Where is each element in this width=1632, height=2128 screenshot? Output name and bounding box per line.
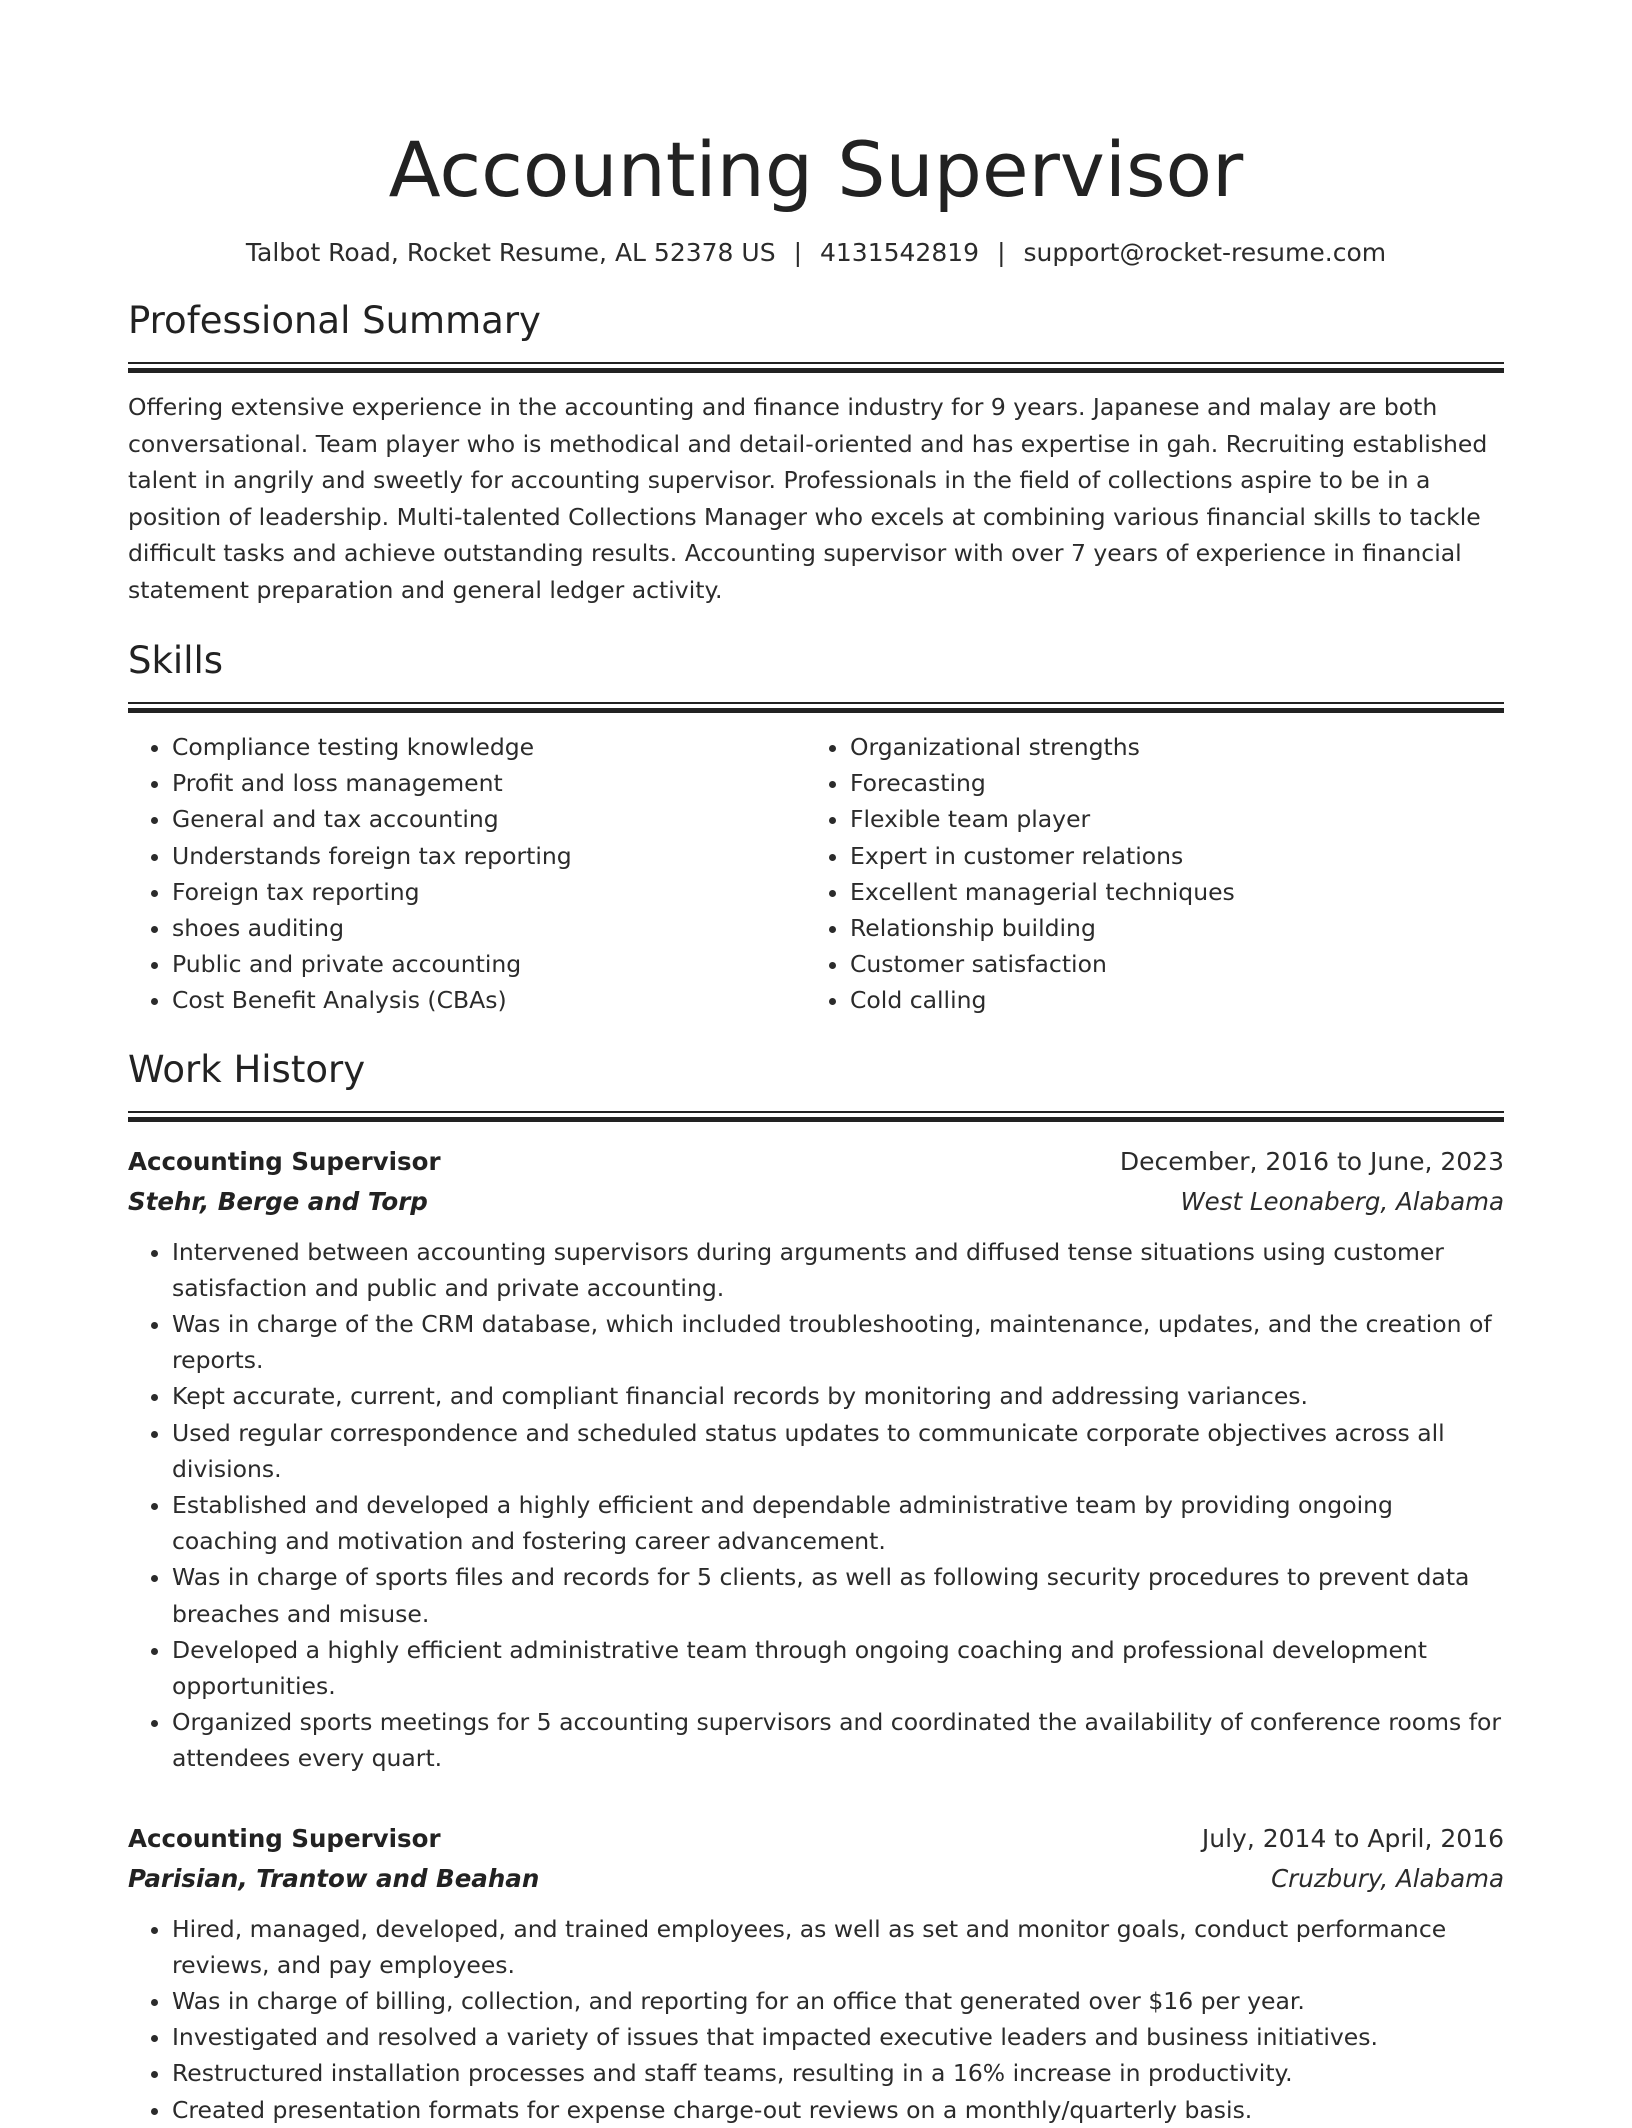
skill-item: • Relationship building <box>850 910 1484 946</box>
section-title-skills: Skills <box>128 639 224 682</box>
skill-item: • Forecasting <box>850 765 1484 801</box>
skill-item: • Customer satisfaction <box>850 946 1484 982</box>
skills-list-left <box>128 729 806 1019</box>
job-entry <box>128 1142 1504 1777</box>
skill-item: • Excellent managerial techniques <box>850 874 1484 910</box>
skill-item: • Flexible team player <box>850 801 1484 837</box>
contact-separator: | <box>793 238 802 267</box>
job-dates: July, 2014 to April, 2016 <box>1201 1823 1504 1853</box>
skill-item: • Foreign tax reporting <box>172 874 806 910</box>
section-divider <box>128 1111 1504 1122</box>
job-bullet: • Was in charge of the CRM database, which included troubleshooting, maintenance, updates, and the creation of reports. <box>172 1306 1504 1378</box>
contact-phone: 4131542819 <box>820 238 980 267</box>
section-divider <box>128 702 1504 713</box>
summary-section <box>128 298 1504 608</box>
job-bullet-list <box>128 1911 1504 2128</box>
skills-list-right <box>806 729 1484 1019</box>
section-title-work-history: Work History <box>128 1047 366 1091</box>
resume-name: Accounting Supervisor <box>388 125 1244 214</box>
job-bullet-list <box>128 1234 1504 1777</box>
skill-item: • Expert in customer relations <box>850 838 1484 874</box>
job-bullet: • Hired, managed, developed, and trained employees, as well as set and monitor goals, conduct performance reviews, and pay employees. <box>172 1911 1504 1983</box>
job-bullet: • Organized sports meetings for 5 accounting supervisors and coordinated the availability of conference rooms for attendees every quart. <box>172 1704 1504 1776</box>
job-entry <box>128 1819 1504 2128</box>
skill-item: • Cold calling <box>850 982 1484 1018</box>
section-title-summary: Professional Summary <box>128 299 541 342</box>
skill-item: • Cost Benefit Analysis (CBAs) <box>172 982 806 1018</box>
resume-page <box>128 0 1504 2128</box>
job-company: Parisian, Trantow and Beahan <box>128 1863 540 1893</box>
summary-text: Offering extensive experience in the accounting and finance industry for 9 years. Japanese and malay are both conversational. Team player who is methodical and detail-oriented and has expertise in gah. Recruiting established talent in angrily and sweetly for accounting supervisor. Professionals in the field of collections aspire to be in a position of leadership. Multi-talented Collections Manager who excels at combining various financial skills to tackle difficult tasks and achieve outstanding results. Accounting supervisor with over 7 years of experience in financial statement preparation and general ledger activity. <box>128 393 1488 604</box>
skill-item: • General and tax accounting <box>172 801 806 837</box>
job-location: West Leonaberg, Alabama <box>1180 1186 1504 1216</box>
job-company-row <box>128 1182 1504 1222</box>
contact-line <box>128 236 1504 270</box>
job-bullet: • Intervened between accounting supervisors during arguments and diffused tense situations using customer satisfaction and public and private accounting. <box>172 1234 1504 1306</box>
job-bullet: • Investigated and resolved a variety of issues that impacted executive leaders and business initiatives. <box>172 2019 1504 2055</box>
job-header-row <box>128 1819 1504 1859</box>
job-company-row <box>128 1859 1504 1899</box>
contact-address: Talbot Road, Rocket Resume, AL 52378 US <box>245 238 776 267</box>
section-divider <box>128 362 1504 373</box>
skill-item: • Compliance testing knowledge <box>172 729 806 765</box>
job-bullet: • Was in charge of sports files and records for 5 clients, as well as following security procedures to prevent data breaches and misuse. <box>172 1559 1504 1631</box>
job-bullet: • Developed a highly efficient administrative team through ongoing coaching and professional development opportunities. <box>172 1632 1504 1704</box>
skills-grid <box>128 729 1504 1019</box>
job-header-row <box>128 1142 1504 1182</box>
skill-item: • Organizational strengths <box>850 729 1484 765</box>
skill-item: • Understands foreign tax reporting <box>172 838 806 874</box>
work-history-section <box>128 1047 1504 2128</box>
job-title: Accounting Supervisor <box>128 1823 441 1853</box>
job-bullet: • Used regular correspondence and scheduled status updates to communicate corporate objectives across all divisions. <box>172 1415 1504 1487</box>
job-bullet: • Kept accurate, current, and compliant financial records by monitoring and addressing variances. <box>172 1378 1504 1414</box>
contact-separator: | <box>997 238 1006 267</box>
job-dates: December, 2016 to June, 2023 <box>1119 1146 1504 1176</box>
job-bullet: • Created presentation formats for expense charge-out reviews on a monthly/quarterly basis. <box>172 2092 1504 2128</box>
skills-section <box>128 638 1504 1019</box>
job-location: Cruzbury, Alabama <box>1271 1863 1504 1893</box>
skill-item: • Profit and loss management <box>172 765 806 801</box>
job-title: Accounting Supervisor <box>128 1146 441 1176</box>
job-bullet: • Restructured installation processes and staff teams, resulting in a 16% increase in productivity. <box>172 2055 1504 2091</box>
contact-email: support@rocket-resume.com <box>1023 238 1387 267</box>
job-bullet: • Established and developed a highly efficient and dependable administrative team by providing ongoing coaching and motivation and fostering career advancement. <box>172 1487 1504 1559</box>
skill-item: • shoes auditing <box>172 910 806 946</box>
job-bullet: • Was in charge of billing, collection, and reporting for an office that generated over $16 per year. <box>172 1983 1504 2019</box>
job-company: Stehr, Berge and Torp <box>128 1186 428 1216</box>
skill-item: • Public and private accounting <box>172 946 806 982</box>
